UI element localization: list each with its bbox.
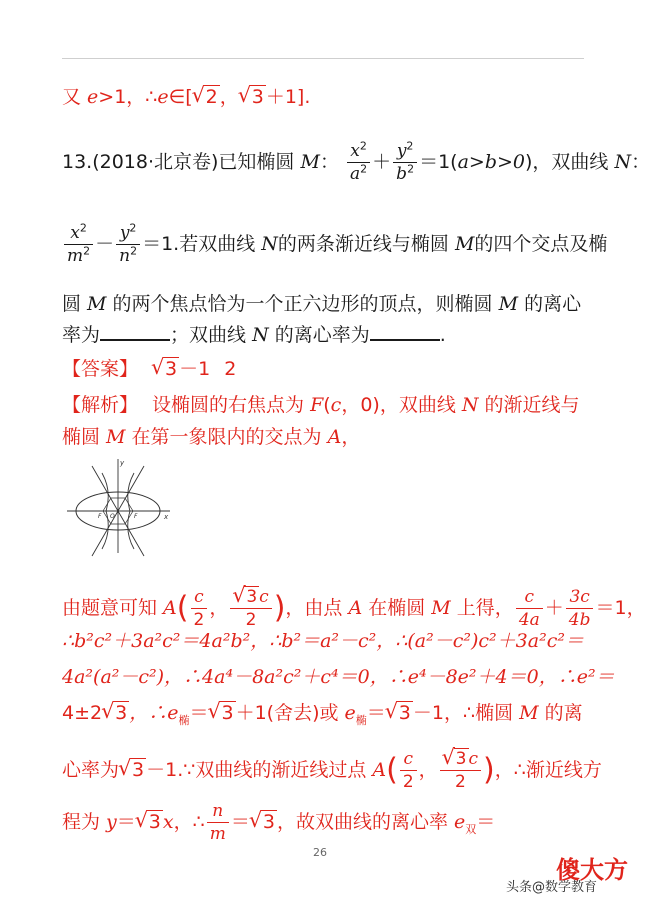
answer-blank-1 [100, 325, 170, 341]
question-line-1: 13.(2018·北京卷)已知椭圆 M： $\frac{x^2}{a^2}$ ＋ $\frac{y^2}{b^2}$ ＝1(a>b>0)，双曲线 N： [62, 139, 650, 184]
question-line-2: $\frac{x^2}{m^2}$ － $\frac{y^2}{n^2}$ ＝1.若双曲线 N的两条渐近线与椭圆 M的四个交点及椭 [62, 222, 607, 267]
math-line-4: 4±2√ 3 ，$\therefore e_椭=√$ 3 ＋1(舍去)或 $e_椭=√$ 3 －1，∴椭圆 M 的离 [62, 700, 583, 726]
solution-line-2: 椭圆 M 在第一象限内的交点为 A， [62, 426, 361, 448]
question-line-4: 率为 ；双曲线 N 的离心率为 . [62, 324, 446, 346]
origin-label: O [110, 513, 115, 520]
ellipse-hyperbola-figure [62, 455, 172, 555]
solution-line-1: 【解析】 设椭圆的右焦点为 F(c，0)，双曲线 N 的渐近线与 [62, 394, 580, 416]
prev-conclusion-line: 又 e>1，∴e∈[√ 2 ，√ 3 ＋1]. [62, 84, 310, 110]
math-line-2: ∴b²c²＋3a²c²＝4a²b²，∴b²＝a²－c²，∴(a²－c²)c²＋3a²c²＝ [62, 630, 584, 652]
answer-label: 【答案】 [62, 358, 139, 380]
y-label: y [120, 459, 125, 467]
sqrt-2: √ 2 [193, 84, 220, 110]
math-line-5: 心率为√ 3 －1.∵双曲线的渐近线过点 A( $\frac{c}{2}$ ， √ $\frac{3 c}{2}$ )，∴渐近线方 [62, 748, 602, 793]
watermark-caption: 头条@数学教育 [506, 880, 598, 895]
answer-blank-2 [370, 325, 440, 341]
x-label: x [164, 513, 169, 521]
fraction-x2-m2: $\frac{x^2}{m^2}$ [64, 222, 93, 267]
sqrt-3: √ 3 [239, 84, 266, 110]
math-line-1: 由题意可知 A( $\frac{c}{2}$ ， √ $\frac{3 c}{2}$ )，由点 A 在椭圆 M 上得， $\frac{c}{4a}$ ＋ $\frac{3c}{4b}$ ＝1， [62, 586, 646, 631]
math-line-3: 4a²(a²－c²)，∴4a⁴－8a²c²＋c⁴＝0，∴e⁴－8e²＋4＝0，∴e²＝ [62, 666, 615, 688]
watermark-logo: 傻大方 [556, 856, 628, 884]
fraction-y2-n2: $\frac{y^2}{n^2}$ [116, 222, 140, 267]
solution-label: 【解析】 [62, 394, 139, 416]
answer-line: 【答案】√ 3 －1 2 [62, 356, 236, 382]
page-number: 26 [313, 846, 327, 859]
question-line-3: 圆 M 的两个焦点恰为一个正六边形的顶点，则椭圆 M 的离心 [62, 293, 582, 315]
fraction-x2-a2: $\frac{x^2}{a^2}$ [347, 140, 370, 185]
focus-right-label: F [134, 513, 138, 520]
fraction-y2-b2: $\frac{y^2}{b^2}$ [393, 140, 417, 185]
math-line-6: 程为 y＝√ 3 x，∴ $\frac{n}{m}$ ＝√ 3 ，故双曲线的离心率 $e_双=$ [62, 800, 495, 845]
focus-left-label: F [98, 513, 102, 520]
header-rule [62, 58, 584, 59]
